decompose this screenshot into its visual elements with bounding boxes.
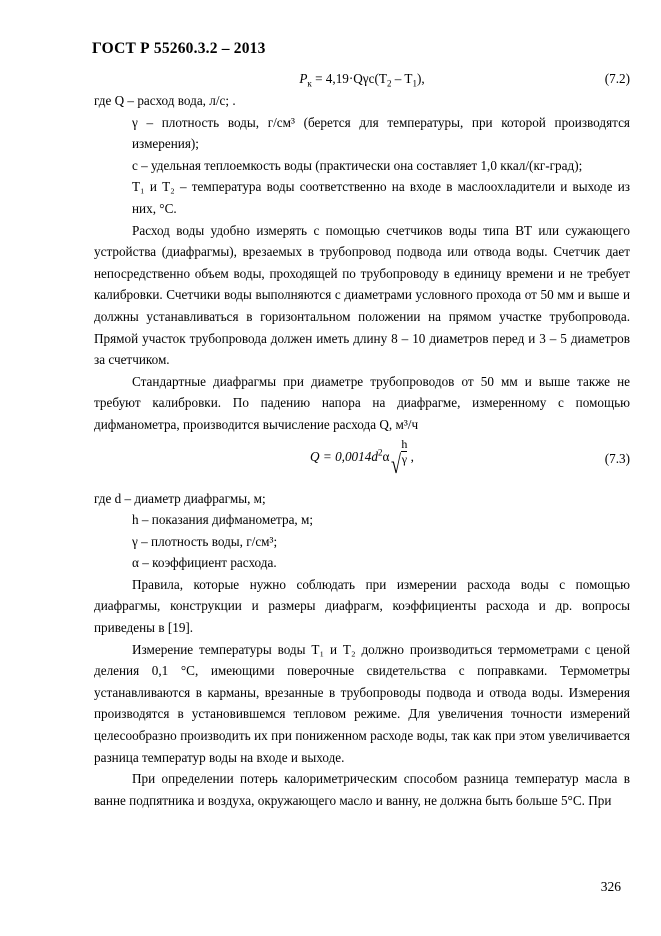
formula-7-2-number: (7.2) [604,71,630,86]
document-body [94,68,630,811]
definition-gamma: γ – плотность воды, г/см³ (берется для температуры, при которой производятся измерения); [132,114,630,152]
square-root-symbol: √ h γ [391,437,408,479]
definition-h: h – показания дифманометра, м; [132,512,314,528]
definition-c: c – удельная теплоемкость воды (практически она составляет 1,0 ккал/(кг-град); [132,157,583,173]
paragraph-calorimetric-method: При определении потерь калориметрическим способом разница температур масла в ванне подпятника и воздуха, окружающего масло и ванну, не должна быть больше 5°С. При [94,771,630,808]
formula-7-2-expression: $P_к = 4,19\cdot Q\gamma c(T_2 - T_1)$, [299,71,425,89]
paragraph-water-flow-meters: Расход воды удобно измерять с помощью счетчиков воды типа ВТ или сужающего устройства (диафрагмы), врезаемых в трубопровод подвода или отвода воды. Счетчик дает непосредственно объем воды, проходящей по трубопроводу в единицу времени и не требует калибровки. Счетчики воды выполняются с диаметрами условного прохода от 50 мм и выше и должны устанавливаться в горизонтальном положении на прямом участке трубопровода. Прямой участок трубопровода должен иметь длину 8 – 10 диаметров перед и 3 – 5 диаметров за счетчиком. [94,222,630,368]
definition-gamma-2: γ – плотность воды, г/см³; [132,533,278,549]
definition-t: T₁ и T₂ – температура воды соответственно на входе в маслоохладители и выходе из них, °С. [132,179,630,216]
definition-q: где Q – расход вода, л/с; . [94,93,236,108]
paragraph-diaphragm-rules: Правила, которые нужно соблюдать при измерении расхода воды с помощью диафрагмы, конструкции и размеры диафрагм, коэффициенты расхода и др. вопросы приведены в [19]. [94,576,630,636]
formula-7-3-number: (7.3) [604,450,630,466]
paragraph-temperature-measurement: Измерение температуры воды T₁ и T₂ должно производиться термометрами с ценой деления 0,1 °С, имеющими поверочные свидетельства с поправками. Термометры устанавливаются в карманы, врезанные в трубопроводы подвода и отвода воды. Измерения производятся в установившемся тепловом режиме. Для увеличения точности измерений целесообразно производить их при пониженном расходе воды, так как при этом увеличивается разница температур воды на входе и выходе. [94,641,630,765]
document-header: ГОСТ Р 55260.3.2 – 2013 [92,40,266,57]
page-number: 326 [600,879,621,894]
formula-7-2 [94,68,630,90]
definition-alpha: α – коэффициент расхода. [132,555,277,571]
definition-d: где d – диаметр диафрагмы, м; [94,490,266,506]
formula-7-3-expression: $Q = 0,0014d^2\alpha$ √ h γ , [310,437,414,479]
formula-7-3 [94,436,630,488]
paragraph-diaphragms: Стандартные диафрагмы при диаметре трубопроводов от 50 мм и выше также не требуют калибровки. По падению напора на диафрагме, измеренному с помощью дифманометра, производится вычисление расхода Q, м³/ч [94,373,630,432]
